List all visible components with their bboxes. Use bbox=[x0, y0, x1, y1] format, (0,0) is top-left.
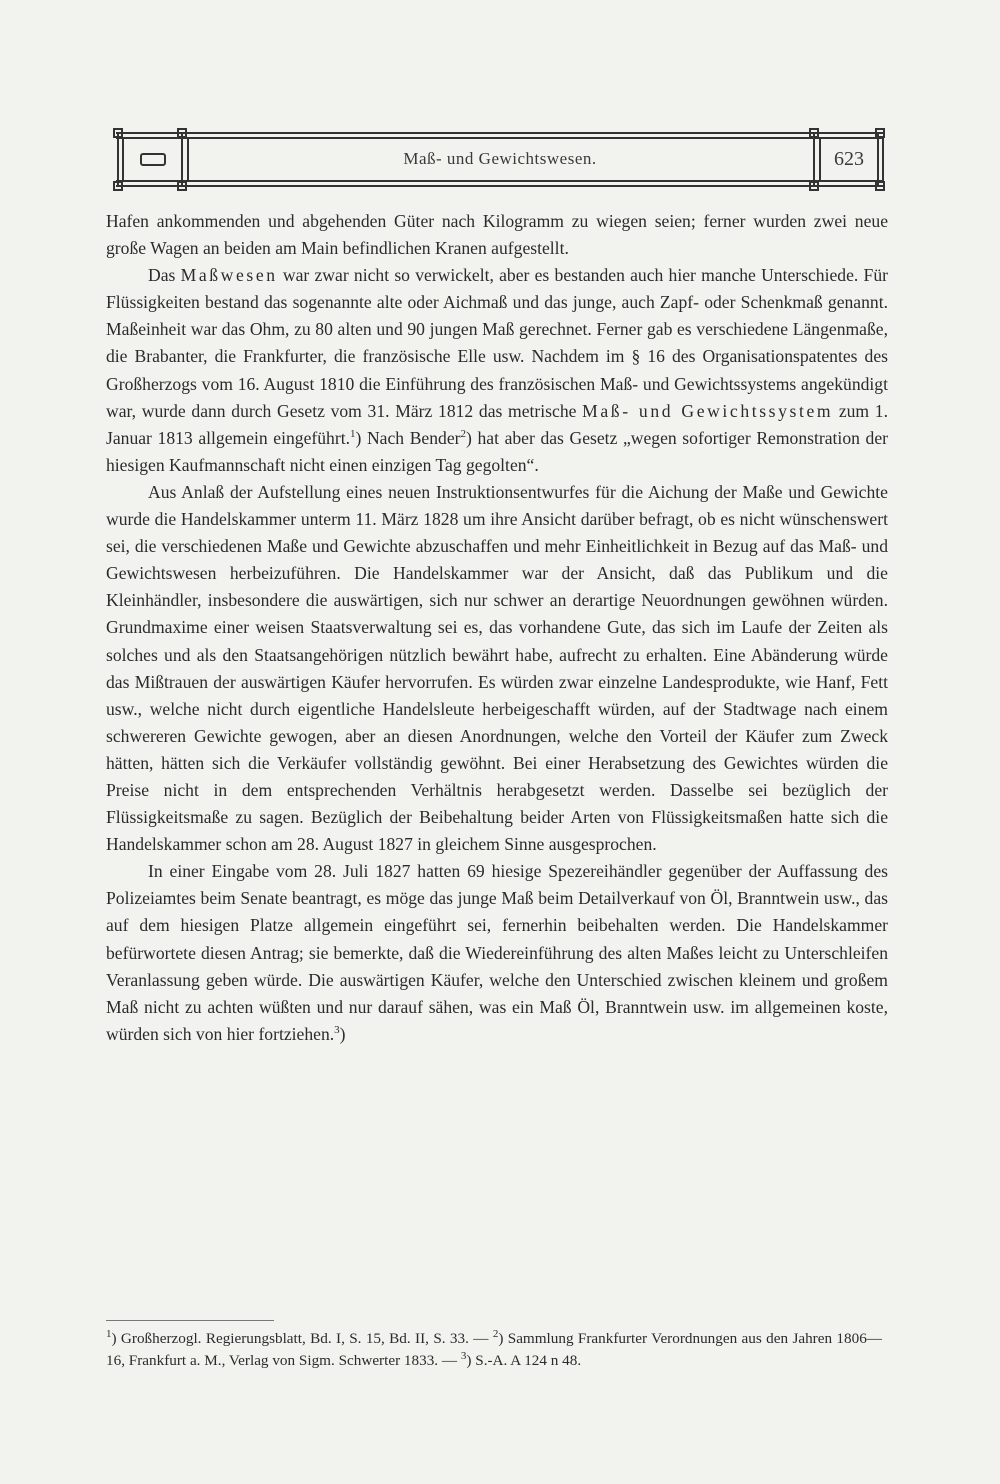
paragraph-2-text-a: Das bbox=[148, 265, 181, 286]
paragraph-2-text-b: war zwar nicht so verwickelt, aber es bestanden auch hier manche Unterschiede. Für Flüssigkeiten bestand das sogenannte alte oder Aichmaß und das junge, auch Zapf- oder Schenkmaß genannt. Maßeinheit war das Ohm, zu 80 alten und 90 jungen Maß gerechnet. Ferner gab es verschiedene Längenmaße, die Brabanter, die Frankfurter, die französische Elle usw. Nachdem im § 16 des Organisationspatentes des Großherzogs vom 16. August 1810 die Einführung des französischen Maß- und Gewichtssystems angekündigt war, wurde dann durch Gesetz vom 31. März 1812 das metrische bbox=[106, 265, 888, 421]
footnote-block bbox=[106, 1328, 882, 1371]
footnote-mark-3: 3 bbox=[460, 1349, 467, 1362]
paragraph-2-text-d: ) Nach Bender bbox=[355, 427, 461, 448]
footnote-1: ) Großherzogl. Regierungsblatt, Bd. I, S. 15, Bd. II, S. 33. — bbox=[111, 1330, 493, 1347]
footnote-2: ) Sammlung Frankfurter Verordnungen aus den Jahren 1806—16, Frankfurt a. M., Verlag von Sigm. Schwerter 1833. — bbox=[106, 1330, 882, 1369]
footnotes bbox=[106, 1328, 882, 1371]
paragraph-2 bbox=[106, 262, 888, 479]
paragraph-4 bbox=[106, 858, 888, 1048]
emphasis-masswesen: Maßwesen bbox=[180, 265, 278, 286]
paragraph-2-text-e: ) hat aber das Gesetz „wegen sofortiger Remonstration der hiesigen Kaufmannschaft nicht einen einzigen Tag gegolten“. bbox=[106, 427, 888, 475]
main-text bbox=[106, 208, 888, 1048]
paragraph-4-text-b: ) bbox=[339, 1023, 346, 1044]
footnote-ref-3: 3 bbox=[334, 1023, 340, 1036]
footnote-mark-2: 2 bbox=[492, 1327, 499, 1340]
page-number: 623 bbox=[834, 148, 864, 170]
footnote-3: ) S.-A. A 124 n 48. bbox=[466, 1351, 582, 1369]
footnote-mark-1: 1 bbox=[106, 1327, 112, 1340]
paragraph-3: Aus Anlaß der Aufstellung eines neuen Instruktionsentwurfes für die Aichung der Maße und Gewichte wurde die Handelskammer unterm 11. März 1828 um ihre Ansicht darüber befragt, ob es nicht wünschenswert sei, die verschiedenen Maße und Gewichte abzuschaffen und mehr Einheitlichkeit in Bezug auf das Maß- und Gewichtswesen herbeizuführen. Die Handelskammer war der Ansicht, daß das Publikum und die Kleinhändler, insbesondere die auswärtigen, sich nur schwer an derartige Neuordnungen gewöhnen würden. Grundmaxime einer weisen Staatsverwaltung sei es, das vorhandene Gute, das sich im Laufe der Zeiten als solches und als den Staatsangehörigen nützlich bewährt habe, aufrecht zu erhalten. Eine Abänderung würde das Mißtrauen der auswärtigen Käufer hervorrufen. Es würden zwar einzelne Landesprodukte, wie Hanf, Fett usw., welche nicht durch eigentliche Handelsleute herbeigeschafft würden, auf der Stadtwage nach einem schwereren Gewichte gewogen, aber an diesen Anordnungen, welche den Vorteil der Käufer zum Zweck hätten, hätten sich die Verkäufer vollständig gewöhnt. Bei einer Herabsetzung des Gewichtes würden die Preise nicht in dem entsprechenden Verhältnis herabgesetzt werden. Dasselbe sei bezüglich der Flüssigkeitsmaße zu sagen. Bezüglich der Beibehaltung beider Arten von Flüssigkeitsmaßen hatte sich die Handelskammer schon am 28. August 1827 in gleichem Sinne ausgesprochen. bbox=[106, 481, 888, 855]
running-head: Maß- und Gewichtswesen. bbox=[403, 149, 597, 168]
paragraph-2-text-c: zum 1. Januar 1813 allgemein eingeführt. bbox=[106, 400, 888, 448]
footnote-ref-2: 2 bbox=[460, 427, 466, 440]
footnote-divider bbox=[106, 1320, 274, 1321]
footnote-ref-1: 1 bbox=[350, 427, 356, 440]
paragraph-4-text-a: In einer Eingabe vom 28. Juli 1827 hatten 69 hiesige Spezereihändler gegenüber der Auffassung des Polizeiamtes beim Senate beantragt, es möge das junge Maß beim Detailverkauf von Öl, Branntwein usw., das auf dem hiesigen Platze allgemein eingeführt sei, fernerhin beibehalten werden. Die Handelskammer befürwortete diesen Antrag; sie bemerkte, daß die Wiedereinführung des alten Maßes leicht zu Unterschleifen Veranlassung geben würde. Die auswärtigen Käufer, welche den Unterschied zwischen kleinem und großem Maß nicht zu achten wüßten und nur darauf sähen, was ein Maß Öl, Branntwein usw. im allgemeinen koste, würden sich von hier fortziehen. bbox=[106, 861, 888, 1044]
emphasis-gewichtssystem: Maß- und Gewichtssystem bbox=[582, 400, 834, 421]
page-header bbox=[112, 128, 888, 192]
paragraph-1: Hafen ankommenden und abgehenden Güter nach Kilogramm zu wiegen seien; ferner wurden zwei neue große Wagen an beiden am Main befindlichen Kranen aufgestellt. bbox=[106, 211, 888, 259]
